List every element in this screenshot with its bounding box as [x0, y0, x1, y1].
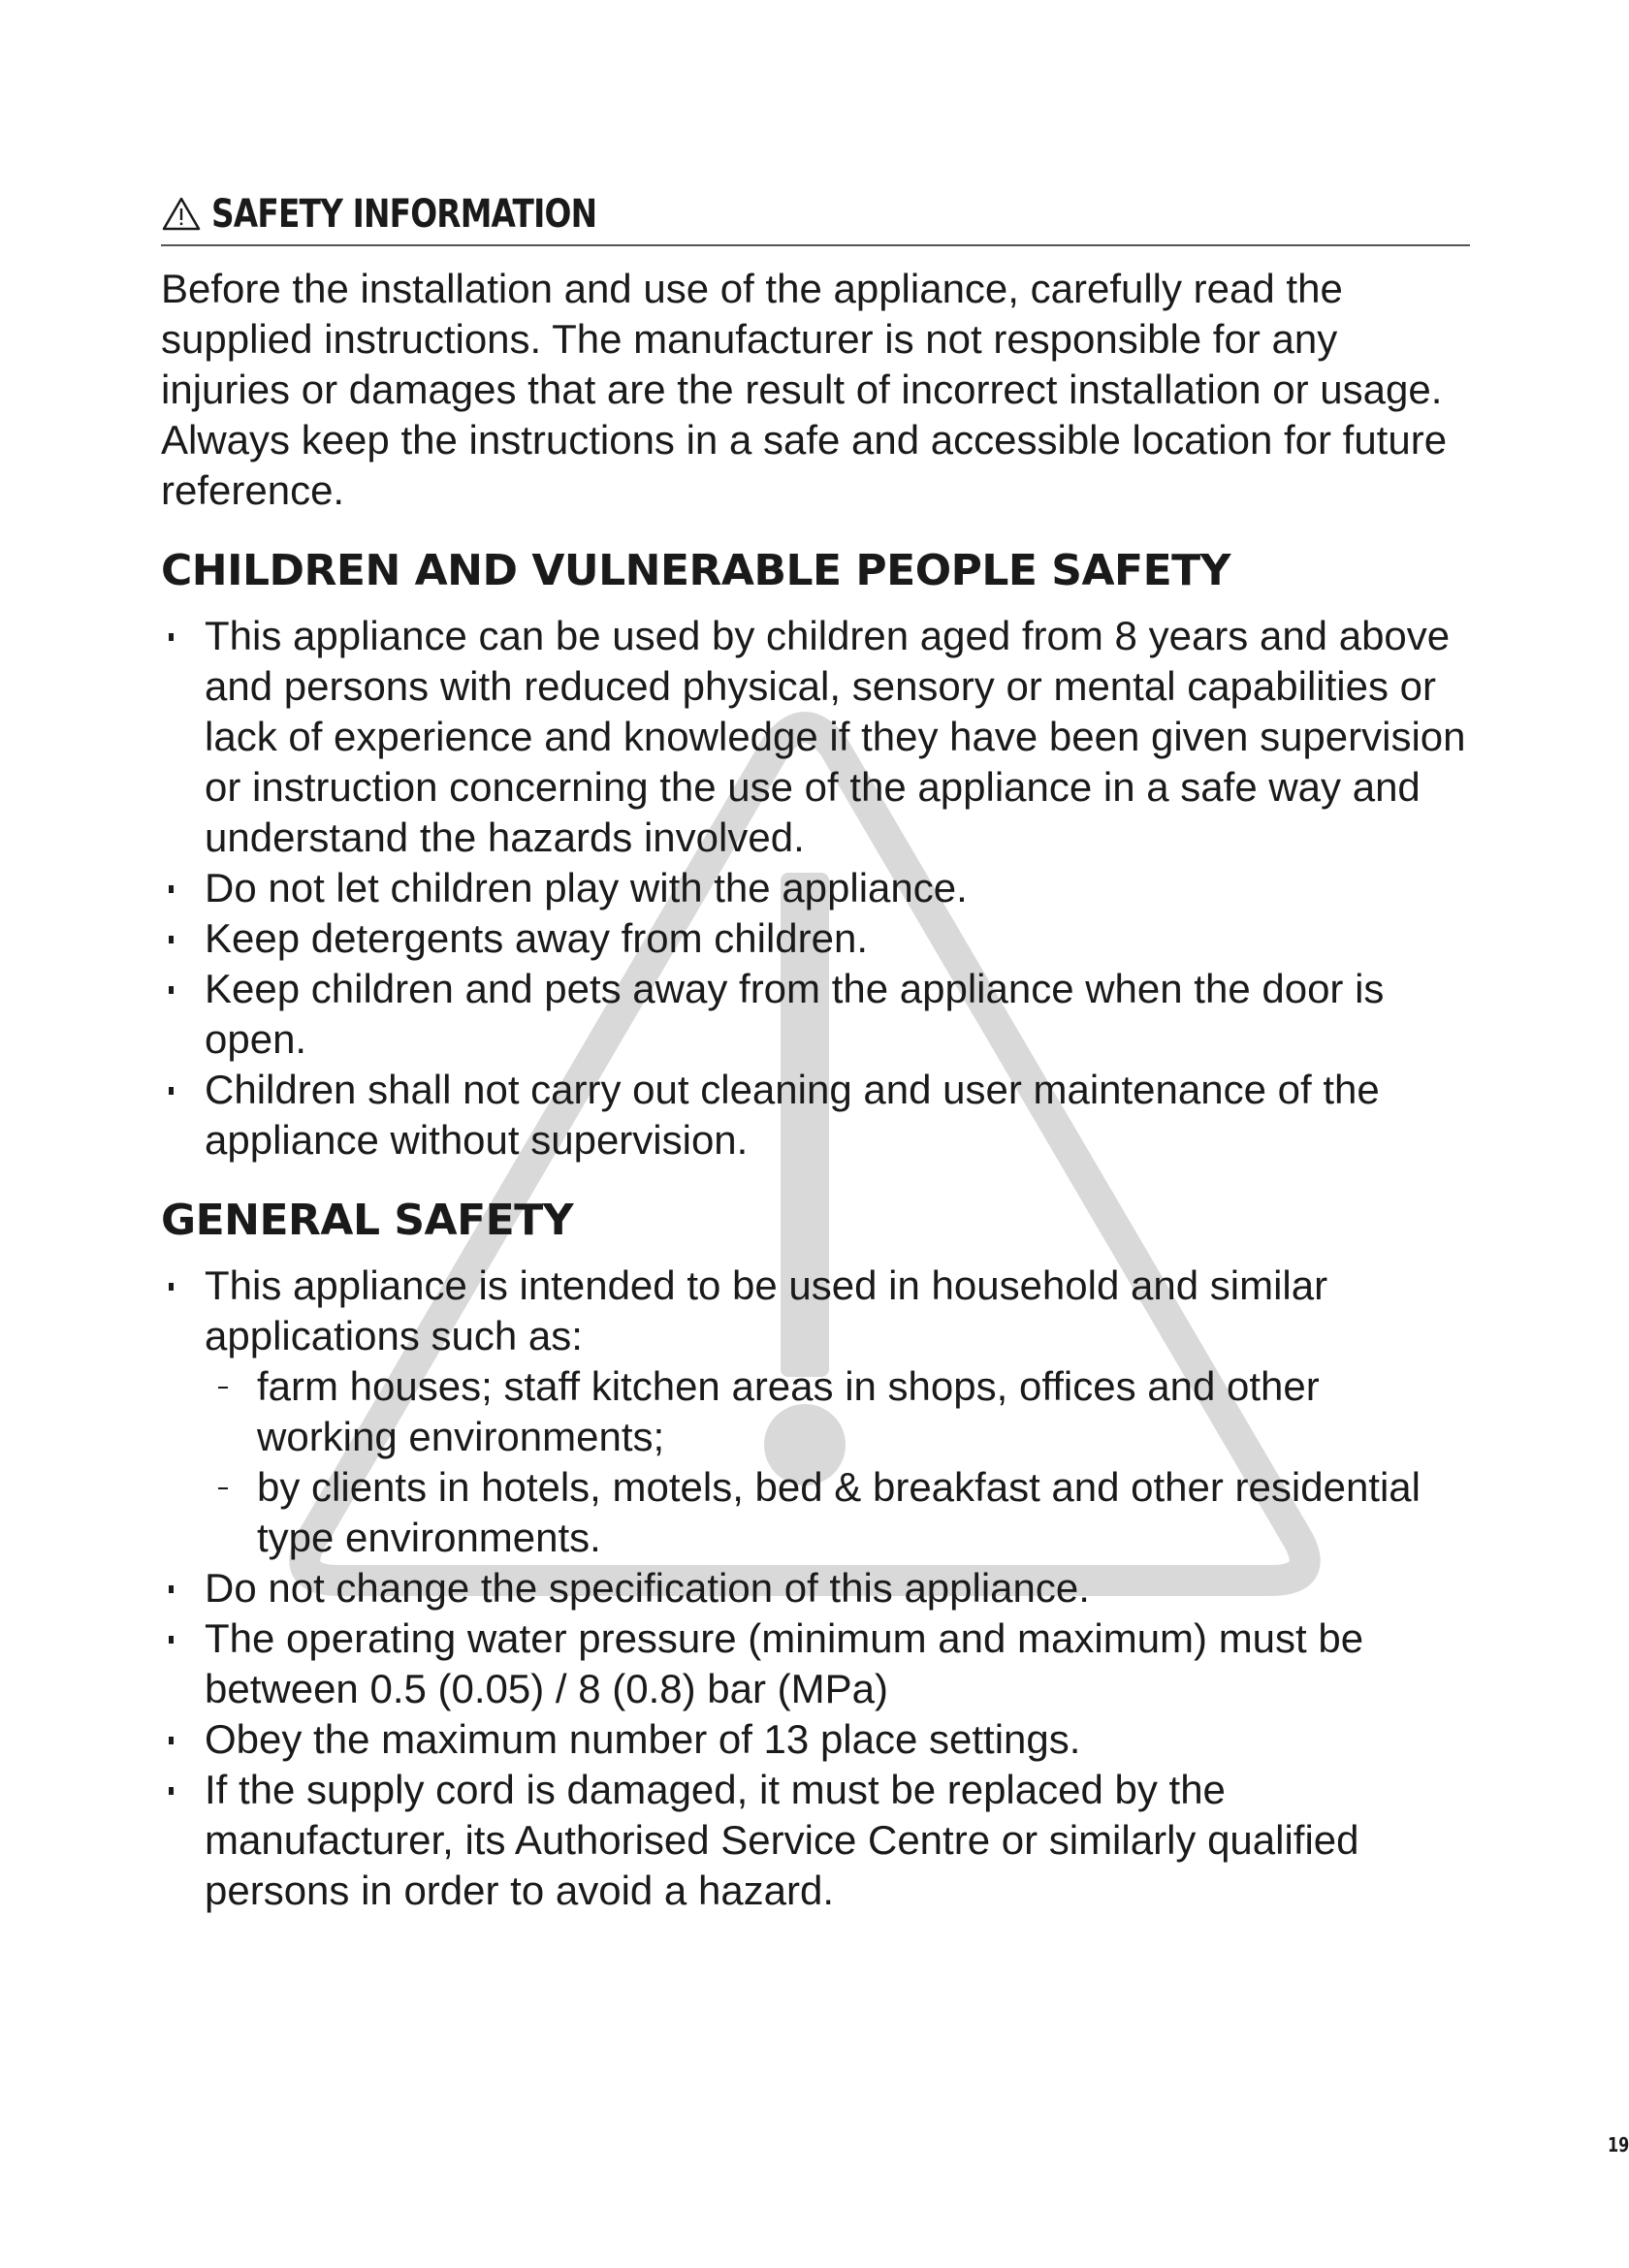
- general-safety-list: [161, 1261, 1470, 1916]
- children-safety-heading: CHILDREN AND VULNERABLE PEOPLE SAFETY: [161, 546, 1231, 595]
- bullet-icon: [169, 1585, 174, 1593]
- intro-paragraph: Before the installation and use of the appliance, carefully read the supplied instructions. The manufacturer is not responsible for any injuries or damages that are the result of incorrect installation or usage. Always keep the instructions in a safe and accessible location for future reference.: [161, 266, 1448, 513]
- bullet-icon: [169, 1636, 174, 1644]
- list-item: Keep children and pets away from the appliance when the door is open.: [161, 964, 1470, 1065]
- page-number: 19: [1608, 2133, 1629, 2156]
- sub-list: [205, 1361, 1470, 1563]
- bullet-icon: [169, 1283, 174, 1291]
- children-safety-list: [161, 611, 1470, 1166]
- list-item: If the supply cord is damaged, it must be replaced by the manufacturer, its Authorised Service Centre or similarly qualified persons in order to avoid a hazard.: [161, 1765, 1470, 1916]
- sub-list-item: by clients in hotels, motels, bed & breakfast and other residential type environments.: [205, 1462, 1470, 1563]
- list-item: This appliance can be used by children aged from 8 years and above and persons with reduced physical, sensory or mental capabilities or lack of experience and knowledge if they have been given supervision or instruction concerning the use of the appliance in a safe way and understand the hazards involved.: [161, 611, 1470, 863]
- bullet-icon: [169, 1087, 174, 1095]
- bullet-icon: [169, 1787, 174, 1795]
- bullet-icon: [169, 986, 174, 994]
- list-item: The operating water pressure (minimum and maximum) must be between 0.5 (0.05) / 8 (0.8) bar (MPa): [161, 1613, 1470, 1714]
- dash-icon: [218, 1487, 228, 1489]
- bullet-icon: [169, 936, 174, 943]
- list-item: Do not change the specification of this appliance.: [161, 1563, 1470, 1613]
- list-item: Do not let children play with the appliance.: [161, 863, 1470, 913]
- page-title: SAFETY INFORMATION: [211, 192, 597, 237]
- bullet-icon: [169, 1737, 174, 1744]
- list-item: Keep detergents away from children.: [161, 913, 1470, 964]
- bullet-icon: [169, 885, 174, 893]
- bullet-icon: [169, 633, 174, 641]
- sub-list-item: farm houses; staff kitchen areas in shops, offices and other working environments;: [205, 1361, 1470, 1462]
- list-item: Obey the maximum number of 13 place settings.: [161, 1714, 1470, 1765]
- list-item: This appliance is intended to be used in household and similar applications such as: farm houses; staff kitchen areas in shops, offices and other working environments; by clients in hotels, motels, bed & breakfast and other residential type environments.: [161, 1261, 1470, 1563]
- warning-triangle-icon: [161, 196, 202, 233]
- list-item: Children shall not carry out cleaning and user maintenance of the appliance without supervision.: [161, 1065, 1470, 1166]
- dash-icon: [218, 1387, 228, 1389]
- general-safety-heading: GENERAL SAFETY: [161, 1196, 574, 1245]
- section-header: [161, 184, 1470, 246]
